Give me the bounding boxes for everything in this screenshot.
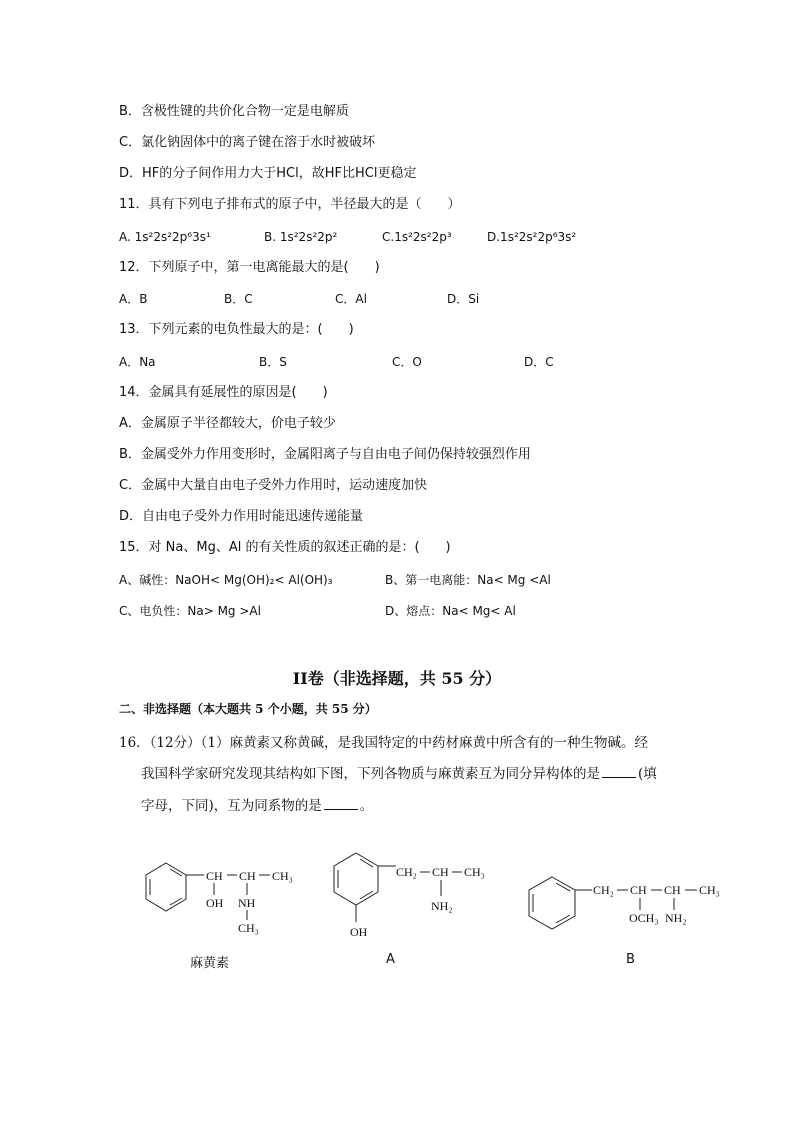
benzene-inner-bonds bbox=[556, 915, 570, 923]
q12-option-d: D．Si bbox=[447, 292, 480, 306]
group-ch-2: CH bbox=[664, 883, 681, 897]
group-ch: CH bbox=[432, 865, 449, 879]
benzene-ring bbox=[529, 877, 575, 929]
group-och3: OCH₃ bbox=[629, 911, 659, 925]
group-nh2: NH₂ bbox=[431, 899, 453, 913]
q11-option-a: A. 1s²2s²2p⁶3s¹ bbox=[119, 230, 211, 244]
q14-option-a: A．金属原子半径都较大，价电子较少 bbox=[119, 416, 336, 431]
caption-ephedrine: 麻黄素 bbox=[190, 956, 230, 971]
ephedrine-structure bbox=[146, 863, 293, 935]
group-nh2: NH₂ bbox=[665, 911, 687, 925]
group-oh: OH bbox=[350, 925, 368, 939]
q15-option-d: D、熔点：Na< Mg< Al bbox=[385, 604, 516, 618]
q14-option-d: D．自由电子受外力作用时能迅速传递能量 bbox=[119, 509, 364, 524]
q12-option-b: B．C bbox=[224, 292, 253, 306]
section-heading: 二、非选择题（本大题共 5 个小题，共 55 分） bbox=[119, 702, 377, 716]
q13-option-a: A．Na bbox=[119, 355, 156, 369]
group-ch3: CH₃ bbox=[464, 865, 485, 879]
q11-option-c: C.1s²2s²2p³ bbox=[382, 230, 452, 244]
q16-line2-text: 我国科学家研究发现其结构如下图，下列各物质与麻黄素互为同分异构体的是 bbox=[141, 766, 600, 782]
q11-stem: 11．具有下列电子排布式的原子中，半径最大的是（ ） bbox=[119, 197, 461, 212]
group-ch2: CH₂ bbox=[396, 865, 417, 879]
q15-option-b: B、第一电离能：Na< Mg <Al bbox=[385, 573, 551, 587]
compound-b-structure bbox=[529, 877, 720, 929]
group-ch-1: CH bbox=[206, 869, 223, 883]
benzene-ring bbox=[334, 853, 378, 905]
q13-stem: 13．下列元素的电负性最大的是：( ) bbox=[119, 322, 354, 337]
q14-option-b: B．金属受外力作用变形时，金属阳离子与自由电子间仍保持较强烈作用 bbox=[119, 447, 531, 462]
group-ch3-2: CH₃ bbox=[238, 921, 259, 935]
benzene-inner-bonds bbox=[556, 883, 570, 891]
q16-line1: 16．（12分）（1）麻黄素又称黄碱，是我国特定的中药材麻黄中所含有的一种生物碱。经 bbox=[119, 735, 648, 751]
q12-option-c: C．Al bbox=[335, 292, 367, 306]
q16-line2-tail: (填 bbox=[638, 766, 657, 782]
q16-line3-tail: 。 bbox=[359, 798, 374, 814]
benzene-ring bbox=[146, 863, 186, 911]
caption-b: B bbox=[626, 952, 635, 967]
q13-option-c: C．O bbox=[392, 355, 422, 369]
q11-option-d: D.1s²2s²2p⁶3s² bbox=[487, 230, 577, 244]
q16-line3-text: 字母，下同)，互为同系物的是 bbox=[141, 798, 322, 814]
q15-option-a: A、碱性：NaOH< Mg(OH)₂< Al(OH)₃ bbox=[119, 573, 333, 587]
group-ch-2: CH bbox=[239, 869, 256, 883]
q15-stem: 15．对 Na、Mg、Al 的有关性质的叙述正确的是：( ) bbox=[119, 540, 451, 555]
group-oh: OH bbox=[206, 896, 224, 910]
part2-title: II卷（非选择题，共 55 分） bbox=[292, 669, 502, 688]
group-ch-1: CH bbox=[630, 883, 647, 897]
q12-stem: 12．下列原子中，第一电离能最大的是( ) bbox=[119, 260, 380, 275]
group-ch2: CH₂ bbox=[593, 883, 614, 897]
q14-option-c: C．金属中大量自由电子受外力作用时，运动速度加快 bbox=[119, 478, 428, 493]
q14-stem: 14．金属具有延展性的原因是( ) bbox=[119, 385, 328, 400]
q13-option-b: B．S bbox=[259, 355, 287, 369]
group-ch3-1: CH₃ bbox=[272, 869, 293, 883]
benzene-inner-bonds bbox=[360, 859, 373, 867]
benzene-inner-bonds bbox=[170, 869, 182, 876]
caption-a: A bbox=[386, 952, 395, 967]
group-ch3: CH₃ bbox=[699, 883, 720, 897]
group-nh: NH bbox=[238, 896, 256, 910]
benzene-inner-bonds bbox=[360, 891, 373, 899]
benzene-inner-bonds bbox=[170, 898, 182, 905]
q15-option-c: C、电负性：Na> Mg >Al bbox=[119, 604, 261, 618]
compound-a-structure bbox=[334, 853, 485, 939]
q10-option-c: C．氯化钠固体中的离子键在溶于水时被破坏 bbox=[119, 135, 376, 150]
q10-option-d: D．HF的分子间作用力大于HCl，故HF比HCl更稳定 bbox=[119, 166, 417, 181]
q10-option-b: B．含极性键的共价化合物一定是电解质 bbox=[119, 104, 349, 119]
q12-option-a: A．B bbox=[119, 292, 148, 306]
q11-option-b: B. 1s²2s²2p² bbox=[264, 230, 338, 244]
q13-option-d: D．C bbox=[524, 355, 554, 369]
